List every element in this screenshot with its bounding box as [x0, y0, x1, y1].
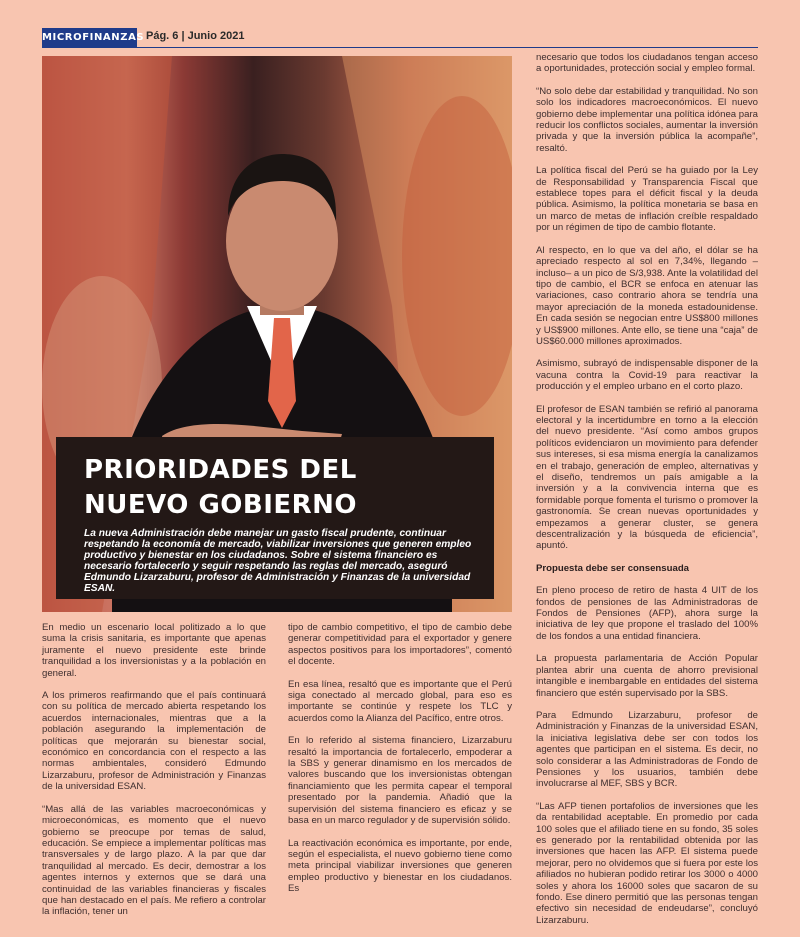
article-title [84, 453, 484, 523]
article-lead: La nueva Administración debe manejar un gasto fiscal prudente, continuar respetando la economía de mercado, viabilizar inversiones que generen empleo productivo y bienestar en los ciudadanos. Sobre el sistema financiero es necesario fortalecerlo y seguir respetando las reglas del mercado, aseguró Edmundo Lizarzaburu, profesor de Administración y Finanzas de la universidad ESAN. [84, 528, 472, 594]
column-2 [288, 622, 512, 906]
paragraph: tipo de cambio competitivo, el tipo de cambio debe generar competitividad para el exportador y genere aspectos positivos para los importadores”, comentó el docente. [288, 622, 512, 668]
paragraph: “No solo debe dar estabilidad y tranquilidad. No son solo los indicadores macroeconómicos. El nuevo gobierno debe implementar una política idónea para reducir los conflictos sociales, aumentar la inversión privada y que la inversión pública la acompañe”, resaltó. [536, 85, 758, 154]
column-3 [536, 52, 758, 937]
paragraph: necesario que todos los ciudadanos tengan acceso a oportunidades, protección social y empleo formal. [536, 52, 758, 75]
paragraph: En lo referido al sistema financiero, Lizarzaburu resaltó la importancia de fortalecerlo, empoderar a la SBS y generar dinamismo en los mercados de valores buscando que los inversionistas obtengan financiamiento que les permita capear el temporal presentado por la pandemia. Añadió que la supervisión del sistema financiero es eficaz y se basa en un marco regulador y de supervisión sólido. [288, 735, 512, 827]
paragraph: A los primeros reafirmando que el país continuará con su política de mercado abierta respetando los acuerdos internacionales, mientras que a la población asegurando la implementación de políticas que mejorarán su bienestar social, económico en concordancia con el respecto a las normas ambientales, consideró Edmundo Lizarzaburu, profesor de Administración y Finanzas de la universidad ESAN. [42, 690, 266, 793]
paragraph: El profesor de ESAN también se refirió al panorama electoral y la incertidumbre en torno a la elección del nuevo presidente. “Así como ambos grupos políticos evidenciaron un movimiento para defender sus intereses, si esa misma energía la canalizamos en el trabajo, generación de empleo, alternativas y el diseño, tendremos un país amigable a la inversión y a la convivencia interna que es formidable porque fomenta el turismo o promover la gastronomía. Se crean nuevas oportunidades y empezamos a generar cluster, se genera descentralización y la búsqueda de eficiencia”, apuntó. [536, 403, 758, 552]
paragraph: La reactivación económica es importante, por ende, según el especialista, el nuevo gobierno tiene como meta principal viabilizar inversiones que generen empleo productivo y bienestar en los ciudadanos. Es [288, 837, 512, 895]
title-line-1: PRIORIDADES DEL [84, 455, 357, 485]
header-rule [42, 47, 758, 48]
column-1 [42, 622, 266, 929]
paragraph: “Mas allá de las variables macroeconómicas y microeconómicas, es momento que el nuevo gobierno se preocupe por temas de salud, educación. Se empiece a implementar políticas mas transversales y de largo plazo. A la par que dar tranquilidad al mercado. Es decir, demostrar a los agentes internos y externos que se dará una continuidad de las variables financieras y fiscales que han destacado en el país. Me refiero a controlar la inflación, tener un [42, 803, 266, 918]
issue-info: Pág. 6 | Junio 2021 [146, 30, 245, 42]
paragraph: Al respecto, en lo que va del año, el dólar se ha apreciado respecto al sol en 7,34%, llegando –incluso– a un pico de S/3,938. Ante la volatilidad del tipo de cambio, el BCR se enfoca en atenuar las variaciones, caso contrario ahora se tendría una mayor apreciación de la moneda estadounidense. En cada sesión se negocian entre US$800 millones y US$900 millones. Ante ello, se tiene una “caja” de US$60.000 millones aproximados. [536, 244, 758, 347]
paragraph: Asimismo, subrayó de indispensable disponer de la vacuna contra la Covid-19 para reactivar la producción y el empleo urbano en el corto plazo. [536, 358, 758, 393]
section-subheading: Propuesta debe ser consensuada [536, 562, 690, 574]
paragraph: La propuesta parlamentaria de Acción Popular plantea abrir una cuenta de ahorro previsional intangible e inembargable en entidades del sistema financiero que estén supervisado por la SBS. [536, 653, 758, 699]
paragraph: En pleno proceso de retiro de hasta 4 UIT de los fondos de pensiones de las Administradoras de Fondos de Pensiones (AFP), ahora surge la iniciativa de ley que propone el traslado del 100% de los fondos a una entidad financiera. [536, 585, 758, 642]
brand-logo: MICROFINANZAS [42, 28, 137, 47]
paragraph: Para Edmundo Lizarzaburu, profesor de Administración y Finanzas de la universidad ESAN, la iniciativa legislativa debe ser con todos los agentes que participan en el sistema. Es decir, no solo considerar a las Administradoras de Fondo de Pensiones y los usuarios, también debe involucrarse al MEF, SBS y BCR. [536, 709, 758, 790]
title-line-2: NUEVO GOBIERNO [84, 490, 358, 520]
paragraph: En medio un escenario local politizado a lo que suma la crisis sanitaria, es importante que apenas juramente el nuevo presidente este brinde tranquilidad a los inversionistas y a la población en general. [42, 622, 266, 679]
page-header [0, 0, 800, 50]
paragraph: “Las AFP tienen portafolios de inversiones que les da rentabilidad aceptable. En promedio por cada 100 soles que el afiliado tiene en su fondo, 35 soles es generado por la rentabilidad obtenida por las inversiones que hacen las AFP. El sistema puede mejorar, pero no olvidemos que si fuera por este los afiliados no hubieran podido retirar los 3000 o 4000 soles y ahora los 16000 soles que sacaron de su fondo. Ese dinero permitió que las personas tengan efectivo sin necesidad de endeudarse”, concluyó Lizarzaburu. [536, 800, 758, 926]
paragraph: La política fiscal del Perú se ha guiado por la Ley de Responsabilidad y Transparencia Fiscal que establece topes para el déficit fiscal y la deuda pública. Asimismo, la política monetaria se basa en un marco de metas de inflación creíble respaldado por un régimen de tipo de cambio flotante. [536, 165, 758, 234]
paragraph: En esa línea, resaltó que es importante que el Perú siga conectado al mercado global, para eso es importante se continúe y respete los TLC y acuerdos como la Alianza del Pacífico, entre otros. [288, 678, 512, 724]
